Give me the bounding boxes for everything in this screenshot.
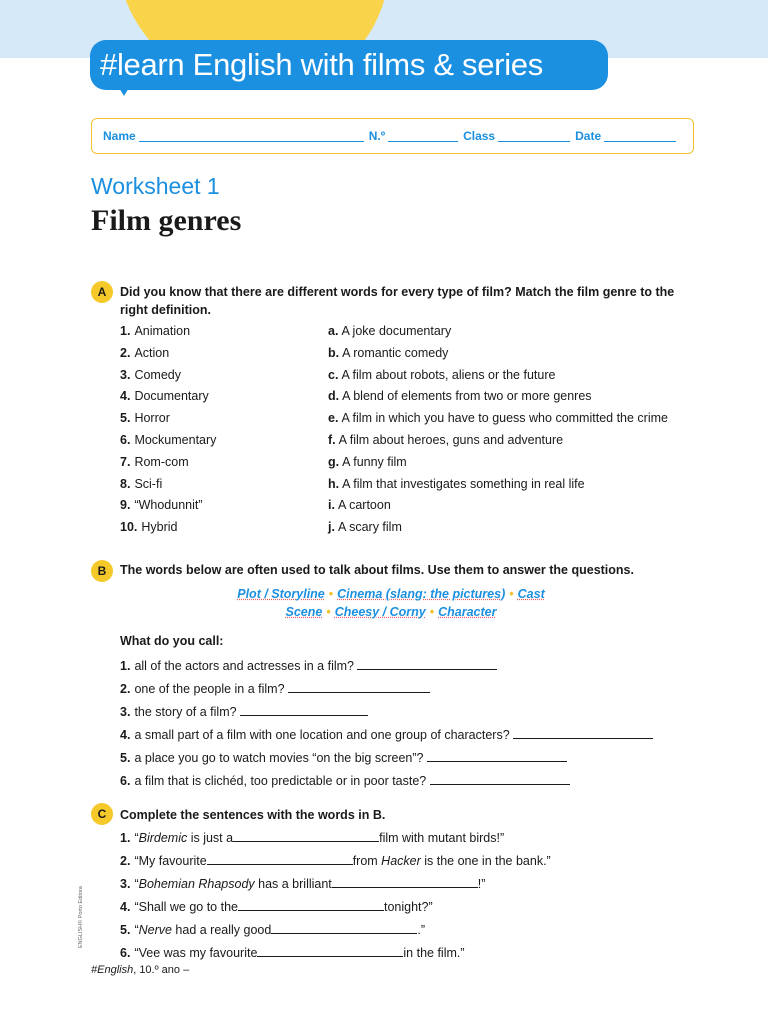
answer-blank[interactable] [207, 852, 353, 865]
item-letter: i. [328, 498, 335, 513]
item-number: 7. [120, 454, 131, 469]
genre-name: Action [134, 345, 170, 360]
sentence-middle: is just a [187, 831, 234, 845]
item-number: 8. [120, 476, 131, 491]
sentence-start: “ [134, 877, 139, 891]
word-separator: • [509, 587, 514, 601]
section-c-instruction: Complete the sentences with the words in B. [120, 808, 386, 822]
genre-name: Animation [134, 324, 191, 338]
definition-item [328, 498, 391, 512]
word-bank-item: Plot / Storyline [237, 587, 325, 601]
definition-text: A scary film [337, 520, 402, 535]
definition-text: A joke documentary [341, 324, 452, 338]
page-title: Film genres [91, 204, 242, 237]
answer-blank[interactable] [357, 657, 497, 670]
answer-blank[interactable] [238, 898, 384, 911]
date-label: Date [575, 129, 602, 143]
definition-text: A film that investigates something in real life [342, 476, 585, 491]
footer-rest: , 10.º ano – [133, 964, 190, 976]
word-bank-item: Scene [285, 605, 323, 619]
definition-text: A funny film [342, 454, 407, 469]
word-separator: • [429, 605, 435, 619]
sentence-start: “ [134, 923, 139, 937]
question-text: one of the people in a film? [134, 682, 289, 696]
item-number: 3. [120, 367, 131, 382]
definition-item [328, 455, 407, 469]
class-label: Class [463, 129, 496, 143]
item-number: 4. [120, 900, 131, 914]
class-field[interactable] [498, 130, 570, 142]
genre-item [120, 411, 170, 425]
sentence-title: Birdemic [138, 831, 188, 845]
sentence-item [120, 875, 485, 891]
question-text: a small part of a film with one location and one group of characters? [134, 728, 514, 742]
definition-text: A romantic comedy [342, 345, 449, 360]
definition-item [328, 477, 585, 491]
answer-blank[interactable] [332, 875, 478, 888]
speech-tail [118, 86, 130, 96]
answer-blank[interactable] [240, 703, 368, 716]
header-title: #learn English with films & series [90, 40, 608, 90]
sentence-item [120, 921, 425, 937]
sentence-title: Hacker [381, 854, 421, 868]
section-c-badge: C [91, 803, 113, 825]
item-number: 2. [120, 345, 131, 360]
item-number: 6. [120, 774, 131, 788]
section-b-instruction: The words below are often used to talk about films. Use them to answer the questions. [120, 563, 634, 577]
definition-item [328, 433, 563, 447]
word-bank-item: Cheesy / Corny [334, 605, 426, 619]
genre-item [120, 498, 203, 512]
question-text: a film that is clichéd, too predictable or in poor taste? [134, 774, 430, 788]
item-number: 2. [120, 682, 131, 696]
section-a-instruction: Did you know that there are different words for every type of film? Match the film genre to the right definition. [120, 285, 675, 317]
word-bank-item: Character [438, 605, 497, 619]
genre-name: “Whodunnit” [134, 498, 203, 513]
sentence-end: film with mutant birds!” [379, 831, 505, 845]
item-number: 9. [120, 498, 131, 513]
question-item [120, 726, 653, 742]
question-item [120, 703, 368, 719]
definition-item [328, 346, 448, 360]
item-number: 6. [120, 946, 131, 960]
item-number: 2. [120, 854, 131, 868]
item-number: 4. [120, 389, 131, 404]
sentence-item [120, 852, 551, 868]
item-number: 4. [120, 728, 131, 742]
genre-name: Hybrid [141, 520, 178, 535]
genre-item [120, 520, 178, 534]
genre-item [120, 368, 181, 382]
item-number: 1. [120, 659, 131, 673]
definition-text: A film about heroes, guns and adventure [338, 433, 564, 447]
answer-blank[interactable] [430, 772, 570, 785]
word-bank-item: Cinema (slang: the pictures) [337, 587, 506, 601]
item-letter: j. [328, 520, 335, 535]
sentence-item [120, 898, 433, 914]
section-b-subheading: What do you call: [120, 634, 224, 648]
number-label: N.º [368, 129, 386, 143]
sentence-end: from [352, 854, 382, 868]
word-separator: • [326, 605, 331, 619]
item-number: 5. [120, 923, 131, 937]
definition-text: A film in which you have to guess who committed the crime [341, 411, 668, 426]
sentence-middle: has a brilliant [254, 877, 332, 891]
answer-blank[interactable] [257, 944, 403, 957]
sentence-title: Bohemian Rhapsody [138, 877, 255, 891]
answer-blank[interactable] [427, 749, 567, 762]
question-text: a place you go to watch movies “on the big screen”? [134, 751, 427, 765]
item-letter: c. [328, 367, 339, 382]
question-text: the story of a film? [134, 705, 241, 719]
sentence-item [120, 829, 504, 845]
section-a-badge: A [91, 281, 113, 303]
item-letter: d. [328, 389, 340, 404]
question-item [120, 680, 430, 696]
genre-name: Horror [134, 411, 170, 426]
date-field[interactable] [604, 130, 676, 142]
word-separator: • [328, 587, 334, 601]
answer-blank[interactable] [233, 829, 379, 842]
word-bank-line-1 [91, 585, 691, 603]
sentence-middle: had a really good [171, 923, 272, 937]
item-letter: h. [328, 476, 340, 491]
genre-item [120, 477, 162, 491]
sentence-end: in the film.” [403, 946, 465, 960]
question-item [120, 657, 497, 673]
student-info-box [91, 118, 694, 154]
item-letter: f. [328, 433, 336, 447]
item-number: 6. [120, 433, 131, 447]
item-number: 5. [120, 751, 131, 765]
sentence-end: tonight?” [383, 900, 433, 914]
sentence-end-2: is the one in the bank.” [420, 854, 551, 868]
name-label: Name [103, 129, 136, 143]
sentence-start: “Shall we go to the [134, 900, 238, 914]
item-letter: g. [328, 454, 340, 469]
item-number: 1. [120, 831, 131, 845]
item-number: 3. [120, 877, 131, 891]
definition-item [328, 324, 451, 338]
answer-blank[interactable] [288, 680, 430, 693]
sentence-start: “ [134, 831, 139, 845]
genre-item [120, 389, 209, 403]
definition-text: A cartoon [337, 498, 391, 513]
question-text: all of the actors and actresses in a film? [134, 659, 358, 673]
genre-item [120, 324, 190, 338]
footer-italic: #English [91, 964, 134, 976]
item-number: 1. [120, 324, 131, 338]
sentence-start: “Vee was my favourite [134, 946, 258, 960]
definition-item [328, 520, 402, 534]
definition-item [328, 389, 592, 403]
sentence-end: .” [417, 923, 425, 937]
name-field[interactable] [139, 130, 364, 142]
genre-name: Sci-fi [134, 476, 163, 491]
definition-item [328, 411, 668, 425]
sentence-start: “My favourite [134, 854, 207, 868]
word-bank-item: Cast [517, 587, 545, 601]
genre-item [120, 455, 189, 469]
number-field[interactable] [388, 130, 458, 142]
item-letter: e. [328, 411, 339, 426]
sentence-item [120, 944, 465, 960]
item-number: 10. [120, 520, 138, 535]
footer [91, 964, 189, 976]
genre-item [120, 433, 216, 447]
sentence-end: !” [477, 877, 486, 891]
answer-blank[interactable] [271, 921, 417, 934]
genre-name: Mockumentary [134, 433, 217, 447]
item-letter: a. [328, 324, 339, 338]
answer-blank[interactable] [513, 726, 653, 739]
item-letter: b. [328, 345, 340, 360]
genre-item [120, 346, 169, 360]
section-b-badge: B [91, 560, 113, 582]
genre-name: Rom-com [134, 454, 189, 469]
question-item [120, 772, 570, 788]
item-number: 3. [120, 705, 131, 719]
question-item [120, 749, 567, 765]
copyright-note: ENGLISH© Porto Editora [78, 886, 84, 948]
genre-name: Comedy [134, 367, 181, 382]
definition-text: A blend of elements from two or more genres [342, 389, 592, 404]
genre-name: Documentary [134, 389, 209, 404]
sentence-title: Nerve [138, 923, 172, 937]
worksheet-label: Worksheet 1 [91, 173, 220, 199]
word-bank-line-2 [91, 603, 691, 621]
definition-text: A film about robots, aliens or the future [341, 367, 556, 382]
definition-item [328, 368, 555, 382]
item-number: 5. [120, 411, 131, 426]
